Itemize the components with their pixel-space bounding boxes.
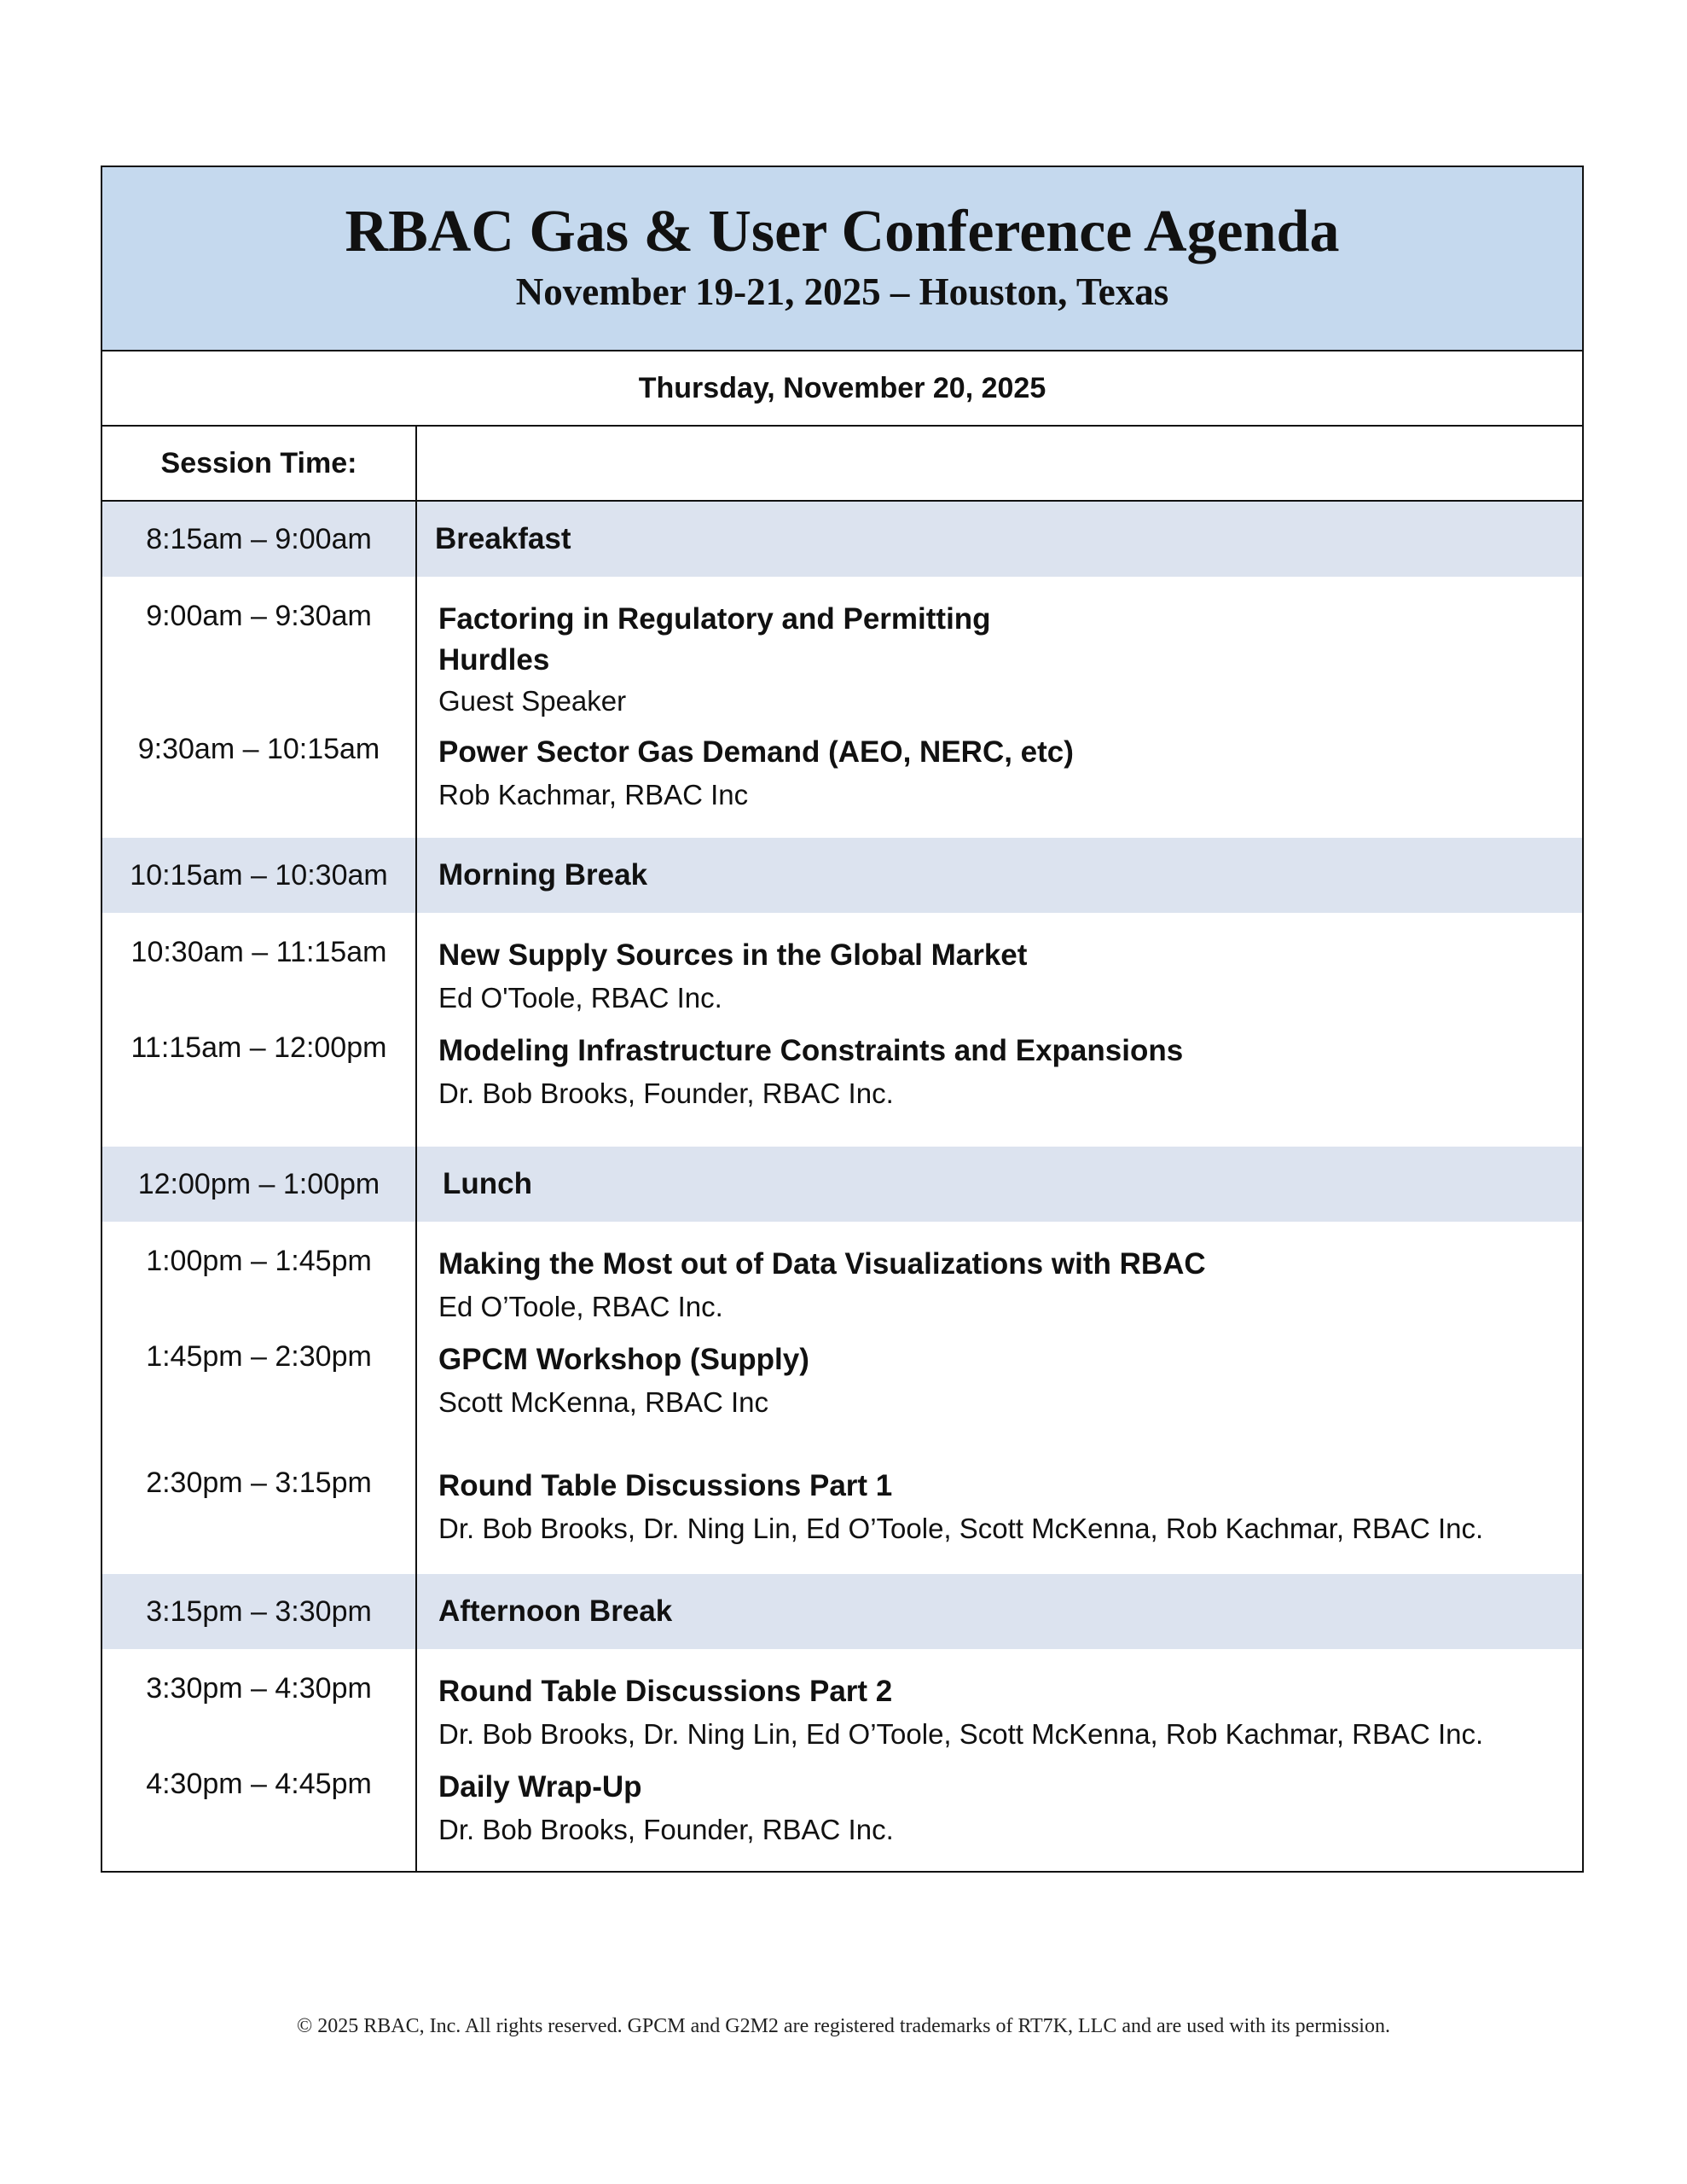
break-row-lunch bbox=[102, 1147, 1582, 1222]
session-row bbox=[102, 1222, 1582, 1339]
session-row bbox=[102, 1767, 1582, 1871]
session-title: Round Table Discussions Part 1 bbox=[438, 1469, 893, 1502]
session-row bbox=[102, 913, 1582, 1031]
session-title: Modeling Infrastructure Constraints and Expansions bbox=[438, 1034, 1184, 1067]
session-row bbox=[102, 1339, 1582, 1466]
break-title: Morning Break bbox=[438, 858, 648, 892]
session-time: 12:00pm – 1:00pm bbox=[102, 1147, 417, 1222]
agenda-subtitle: November 19-21, 2025 – Houston, Texas bbox=[515, 270, 1169, 313]
session-time: 9:00am – 9:30am bbox=[102, 577, 417, 732]
break-row-morning bbox=[102, 838, 1582, 913]
session-time-label: Session Time: bbox=[102, 427, 417, 500]
session-speaker: Ed O'Toole, RBAC Inc. bbox=[438, 982, 722, 1014]
session-speaker: Guest Speaker bbox=[438, 685, 627, 717]
session-time: 1:00pm – 1:45pm bbox=[102, 1222, 417, 1339]
session-speaker: Dr. Bob Brooks, Dr. Ning Lin, Ed O’Toole, Scott McKenna, Rob Kachmar, RBAC Inc. bbox=[438, 1513, 1484, 1544]
session-speaker: Ed O’Toole, RBAC Inc. bbox=[438, 1291, 723, 1322]
break-row-afternoon bbox=[102, 1574, 1582, 1649]
break-title: Breakfast bbox=[435, 522, 571, 555]
session-time: 9:30am – 10:15am bbox=[102, 732, 417, 838]
session-time: 4:30pm – 4:45pm bbox=[102, 1767, 417, 1871]
session-title: Factoring in Regulatory and Permitting bbox=[438, 602, 991, 636]
session-row bbox=[102, 1031, 1582, 1147]
session-speaker: Dr. Bob Brooks, Dr. Ning Lin, Ed O’Toole, Scott McKenna, Rob Kachmar, RBAC Inc. bbox=[438, 1718, 1484, 1750]
break-title: Lunch bbox=[443, 1167, 532, 1200]
session-time: 8:15am – 9:00am bbox=[102, 502, 417, 577]
session-time: 3:30pm – 4:30pm bbox=[102, 1649, 417, 1767]
session-row bbox=[102, 1466, 1582, 1574]
session-time: 10:15am – 10:30am bbox=[102, 838, 417, 913]
session-row bbox=[102, 577, 1582, 732]
agenda-header bbox=[102, 167, 1582, 351]
agenda-title: RBAC Gas & User Conference Agenda bbox=[345, 199, 1340, 264]
day-heading: Thursday, November 20, 2025 bbox=[102, 351, 1582, 427]
session-row bbox=[102, 732, 1582, 838]
session-row bbox=[102, 1649, 1582, 1767]
session-time: 1:45pm – 2:30pm bbox=[102, 1339, 417, 1466]
session-title: New Supply Sources in the Global Market bbox=[438, 938, 1028, 972]
session-time: 3:15pm – 3:30pm bbox=[102, 1574, 417, 1649]
session-speaker: Dr. Bob Brooks, Founder, RBAC Inc. bbox=[438, 1077, 894, 1109]
agenda-table bbox=[101, 166, 1584, 1873]
copyright-footer: © 2025 RBAC, Inc. All rights reserved. GPCM and G2M2 are registered trademarks of RT7K, LLC and are used with its permission. bbox=[297, 2015, 1390, 2037]
break-row-breakfast bbox=[102, 502, 1582, 577]
session-title: Daily Wrap-Up bbox=[438, 1770, 642, 1804]
session-speaker: Scott McKenna, RBAC Inc bbox=[438, 1386, 768, 1418]
session-title: Round Table Discussions Part 2 bbox=[438, 1675, 893, 1708]
session-speaker: Dr. Bob Brooks, Founder, RBAC Inc. bbox=[438, 1814, 894, 1845]
session-title: Making the Most out of Data Visualizations with RBAC bbox=[438, 1247, 1206, 1281]
session-speaker: Rob Kachmar, RBAC Inc bbox=[438, 779, 749, 810]
session-title: GPCM Workshop (Supply) bbox=[438, 1343, 809, 1376]
session-column-header bbox=[417, 427, 1582, 500]
session-title: Power Sector Gas Demand (AEO, NERC, etc) bbox=[438, 735, 1074, 769]
session-time: 11:15am – 12:00pm bbox=[102, 1031, 417, 1147]
session-title-continued: Hurdles bbox=[438, 643, 550, 677]
session-time: 2:30pm – 3:15pm bbox=[102, 1466, 417, 1574]
break-title: Afternoon Break bbox=[438, 1594, 673, 1628]
session-time: 10:30am – 11:15am bbox=[102, 913, 417, 1031]
column-header-row bbox=[102, 427, 1582, 502]
